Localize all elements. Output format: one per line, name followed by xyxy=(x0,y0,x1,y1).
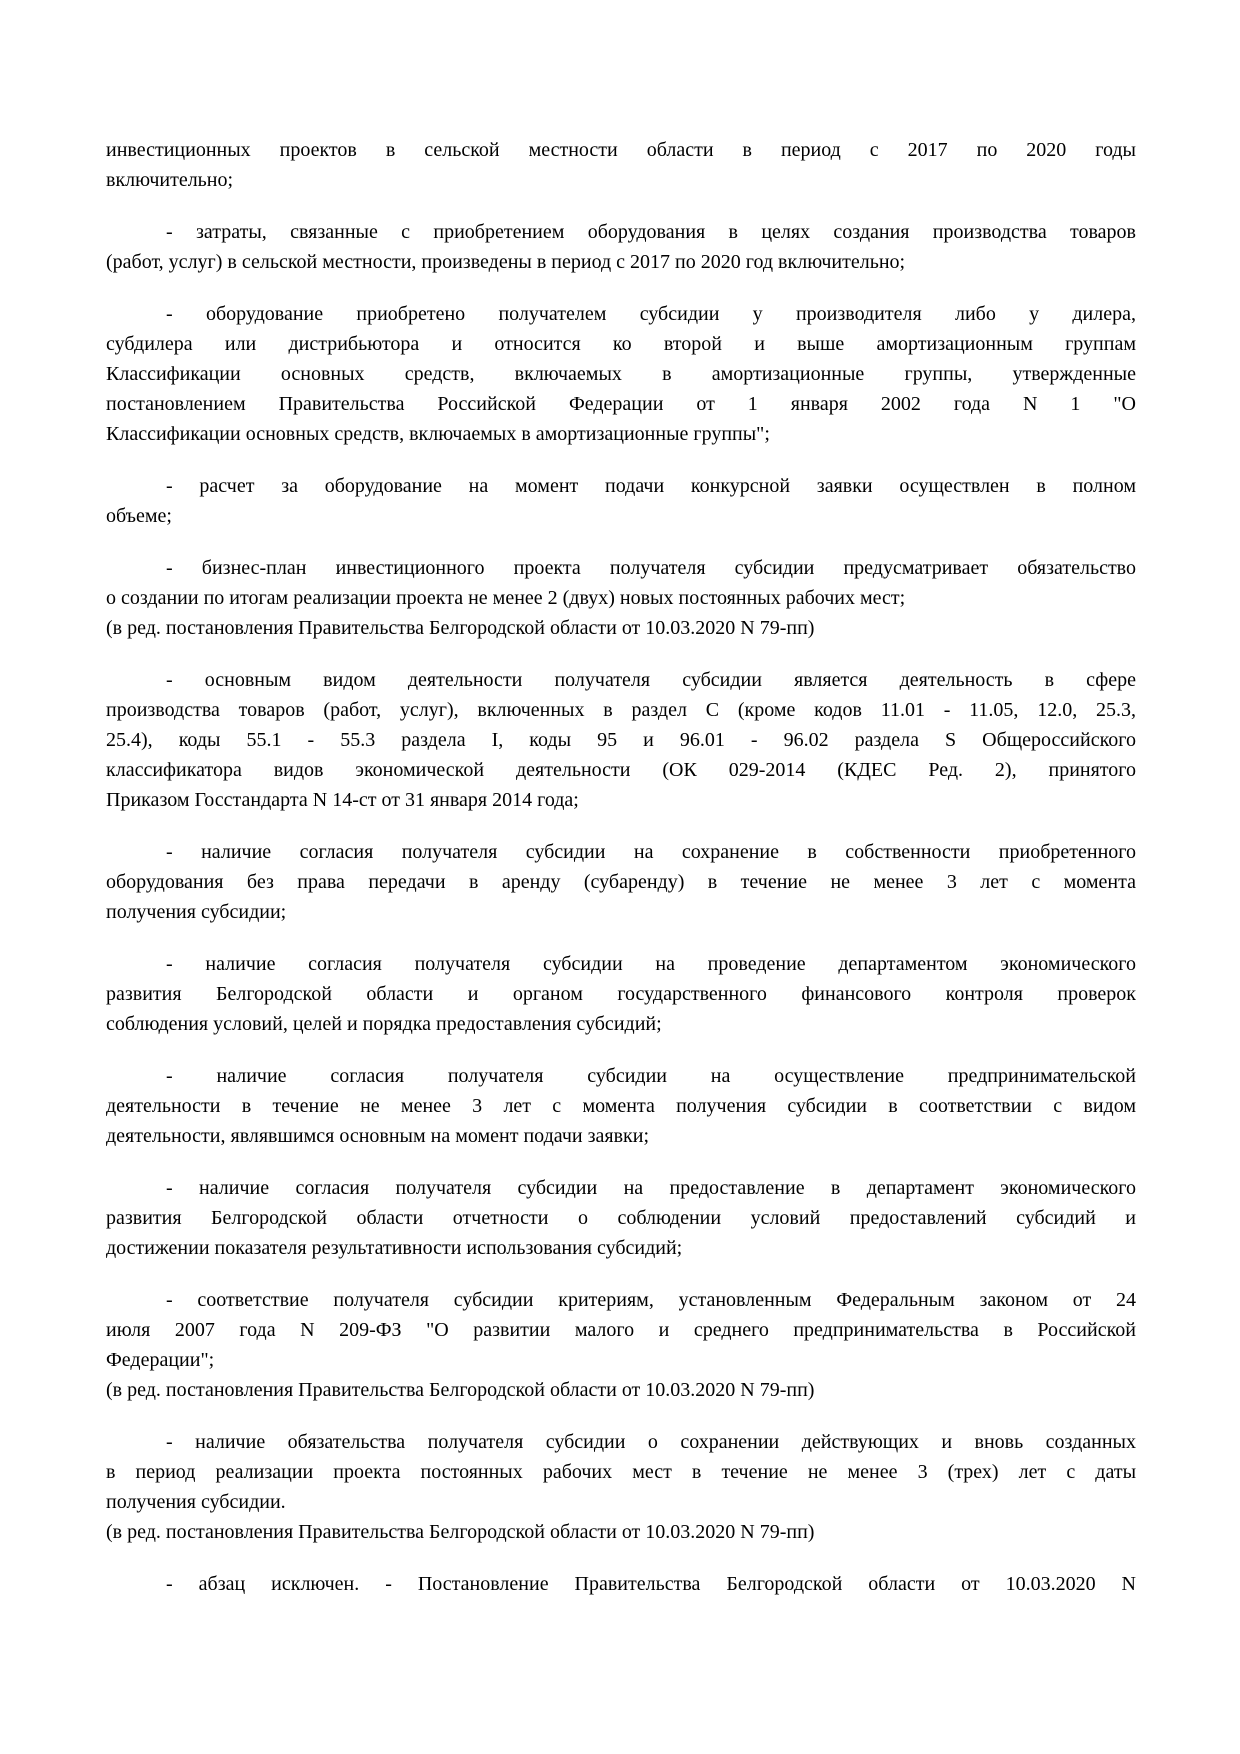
text-line: (работ, услуг) в сельской местности, произведены в период с 2017 по 2020 год включительно; xyxy=(106,251,906,273)
text-line: Классификации основных средств, включаемых в амортизационные группы"; xyxy=(106,423,770,445)
text-line: оборудования без права передачи в аренду (субаренду) в течение не менее 3 лет с момента xyxy=(106,871,1136,893)
body-paragraph xyxy=(106,471,1136,531)
amendment-note-paragraph xyxy=(106,1375,1136,1405)
text-line: - наличие согласия получателя субсидии на проведение департаментом экономического xyxy=(166,953,1136,975)
text-line: деятельности в течение не менее 3 лет с момента получения субсидии в соответствии с видом xyxy=(106,1095,1136,1117)
text-line: развития Белгородской области и органом государственного финансового контроля проверок xyxy=(106,983,1136,1005)
body-paragraph xyxy=(106,217,1136,277)
text-line: (в ред. постановления Правительства Белгородской области от 10.03.2020 N 79-пп) xyxy=(106,1521,815,1543)
body-paragraph xyxy=(106,135,1136,195)
text-line: - абзац исключен. - Постановление Правительства Белгородской области от 10.03.2020 N xyxy=(166,1573,1136,1595)
amendment-note-paragraph xyxy=(106,613,1136,643)
text-line: - наличие обязательства получателя субсидии о сохранении действующих и вновь созданных xyxy=(166,1431,1136,1453)
text-line: производства товаров (работ, услуг), включенных в раздел C (кроме кодов 11.01 - 11.05, 12.0, 25.3, xyxy=(106,699,1136,721)
body-paragraph xyxy=(106,1285,1136,1375)
text-line: 25.4), коды 55.1 - 55.3 раздела I, коды 95 и 96.01 - 96.02 раздела S Общероссийского xyxy=(106,729,1136,751)
body-paragraph xyxy=(106,837,1136,927)
text-line: Приказом Госстандарта N 14-ст от 31 января 2014 года; xyxy=(106,789,579,811)
text-line: получения субсидии; xyxy=(106,901,287,923)
text-line: развития Белгородской области отчетности о соблюдении условий предоставлений субсидий и xyxy=(106,1207,1136,1229)
body-paragraph xyxy=(106,553,1136,613)
amendment-note-paragraph xyxy=(106,1517,1136,1547)
text-line: о создании по итогам реализации проекта не менее 2 (двух) новых постоянных рабочих мест; xyxy=(106,587,906,609)
text-line: июля 2007 года N 209-ФЗ "О развитии малого и среднего предпринимательства в Российской xyxy=(106,1319,1136,1341)
text-line: - соответствие получателя субсидии критериям, установленным Федеральным законом от 24 xyxy=(166,1289,1136,1311)
text-line: (в ред. постановления Правительства Белгородской области от 10.03.2020 N 79-пп) xyxy=(106,617,815,639)
text-line: включительно; xyxy=(106,169,234,191)
text-line: получения субсидии. xyxy=(106,1491,286,1513)
text-line: Федерации"; xyxy=(106,1349,215,1371)
text-line: - бизнес-план инвестиционного проекта получателя субсидии предусматривает обязательство xyxy=(166,557,1136,579)
body-paragraph xyxy=(106,665,1136,815)
text-line: (в ред. постановления Правительства Белгородской области от 10.03.2020 N 79-пп) xyxy=(106,1379,815,1401)
text-line: классификатора видов экономической деятельности (ОК 029-2014 (КДЕС Ред. 2), принятого xyxy=(106,759,1136,781)
text-line: - наличие согласия получателя субсидии на осуществление предпринимательской xyxy=(166,1065,1136,1087)
text-line: объеме; xyxy=(106,505,172,527)
body-paragraph xyxy=(106,1061,1136,1151)
body-paragraph xyxy=(106,1173,1136,1263)
document-content xyxy=(106,135,1136,1599)
text-line: - наличие согласия получателя субсидии на предоставление в департамент экономического xyxy=(166,1177,1136,1199)
body-paragraph xyxy=(106,949,1136,1039)
body-paragraph xyxy=(106,1569,1136,1599)
text-line: Классификации основных средств, включаемых в амортизационные группы, утвержденные xyxy=(106,363,1136,385)
text-line: - расчет за оборудование на момент подачи конкурсной заявки осуществлен в полном xyxy=(166,475,1136,497)
text-line: соблюдения условий, целей и порядка предоставления субсидий; xyxy=(106,1013,662,1035)
text-line: - затраты, связанные с приобретением оборудования в целях создания производства товаров xyxy=(166,221,1136,243)
text-line: - наличие согласия получателя субсидии на сохранение в собственности приобретенного xyxy=(166,841,1136,863)
text-line: субдилера или дистрибьютора и относится ко второй и выше амортизационным группам xyxy=(106,333,1136,355)
body-paragraph xyxy=(106,1427,1136,1517)
text-line: деятельности, являвшимся основным на момент подачи заявки; xyxy=(106,1125,650,1147)
text-line: достижении показателя результативности использования субсидий; xyxy=(106,1237,683,1259)
text-line: - оборудование приобретено получателем субсидии у производителя либо у дилера, xyxy=(166,303,1136,325)
body-paragraph xyxy=(106,299,1136,449)
text-line: инвестиционных проектов в сельской местности области в период с 2017 по 2020 годы xyxy=(106,139,1136,161)
text-line: в период реализации проекта постоянных рабочих мест в течение не менее 3 (трех) лет с даты xyxy=(106,1461,1136,1483)
text-line: постановлением Правительства Российской Федерации от 1 января 2002 года N 1 "О xyxy=(106,393,1136,415)
text-line: - основным видом деятельности получателя субсидии является деятельность в сфере xyxy=(166,669,1136,691)
